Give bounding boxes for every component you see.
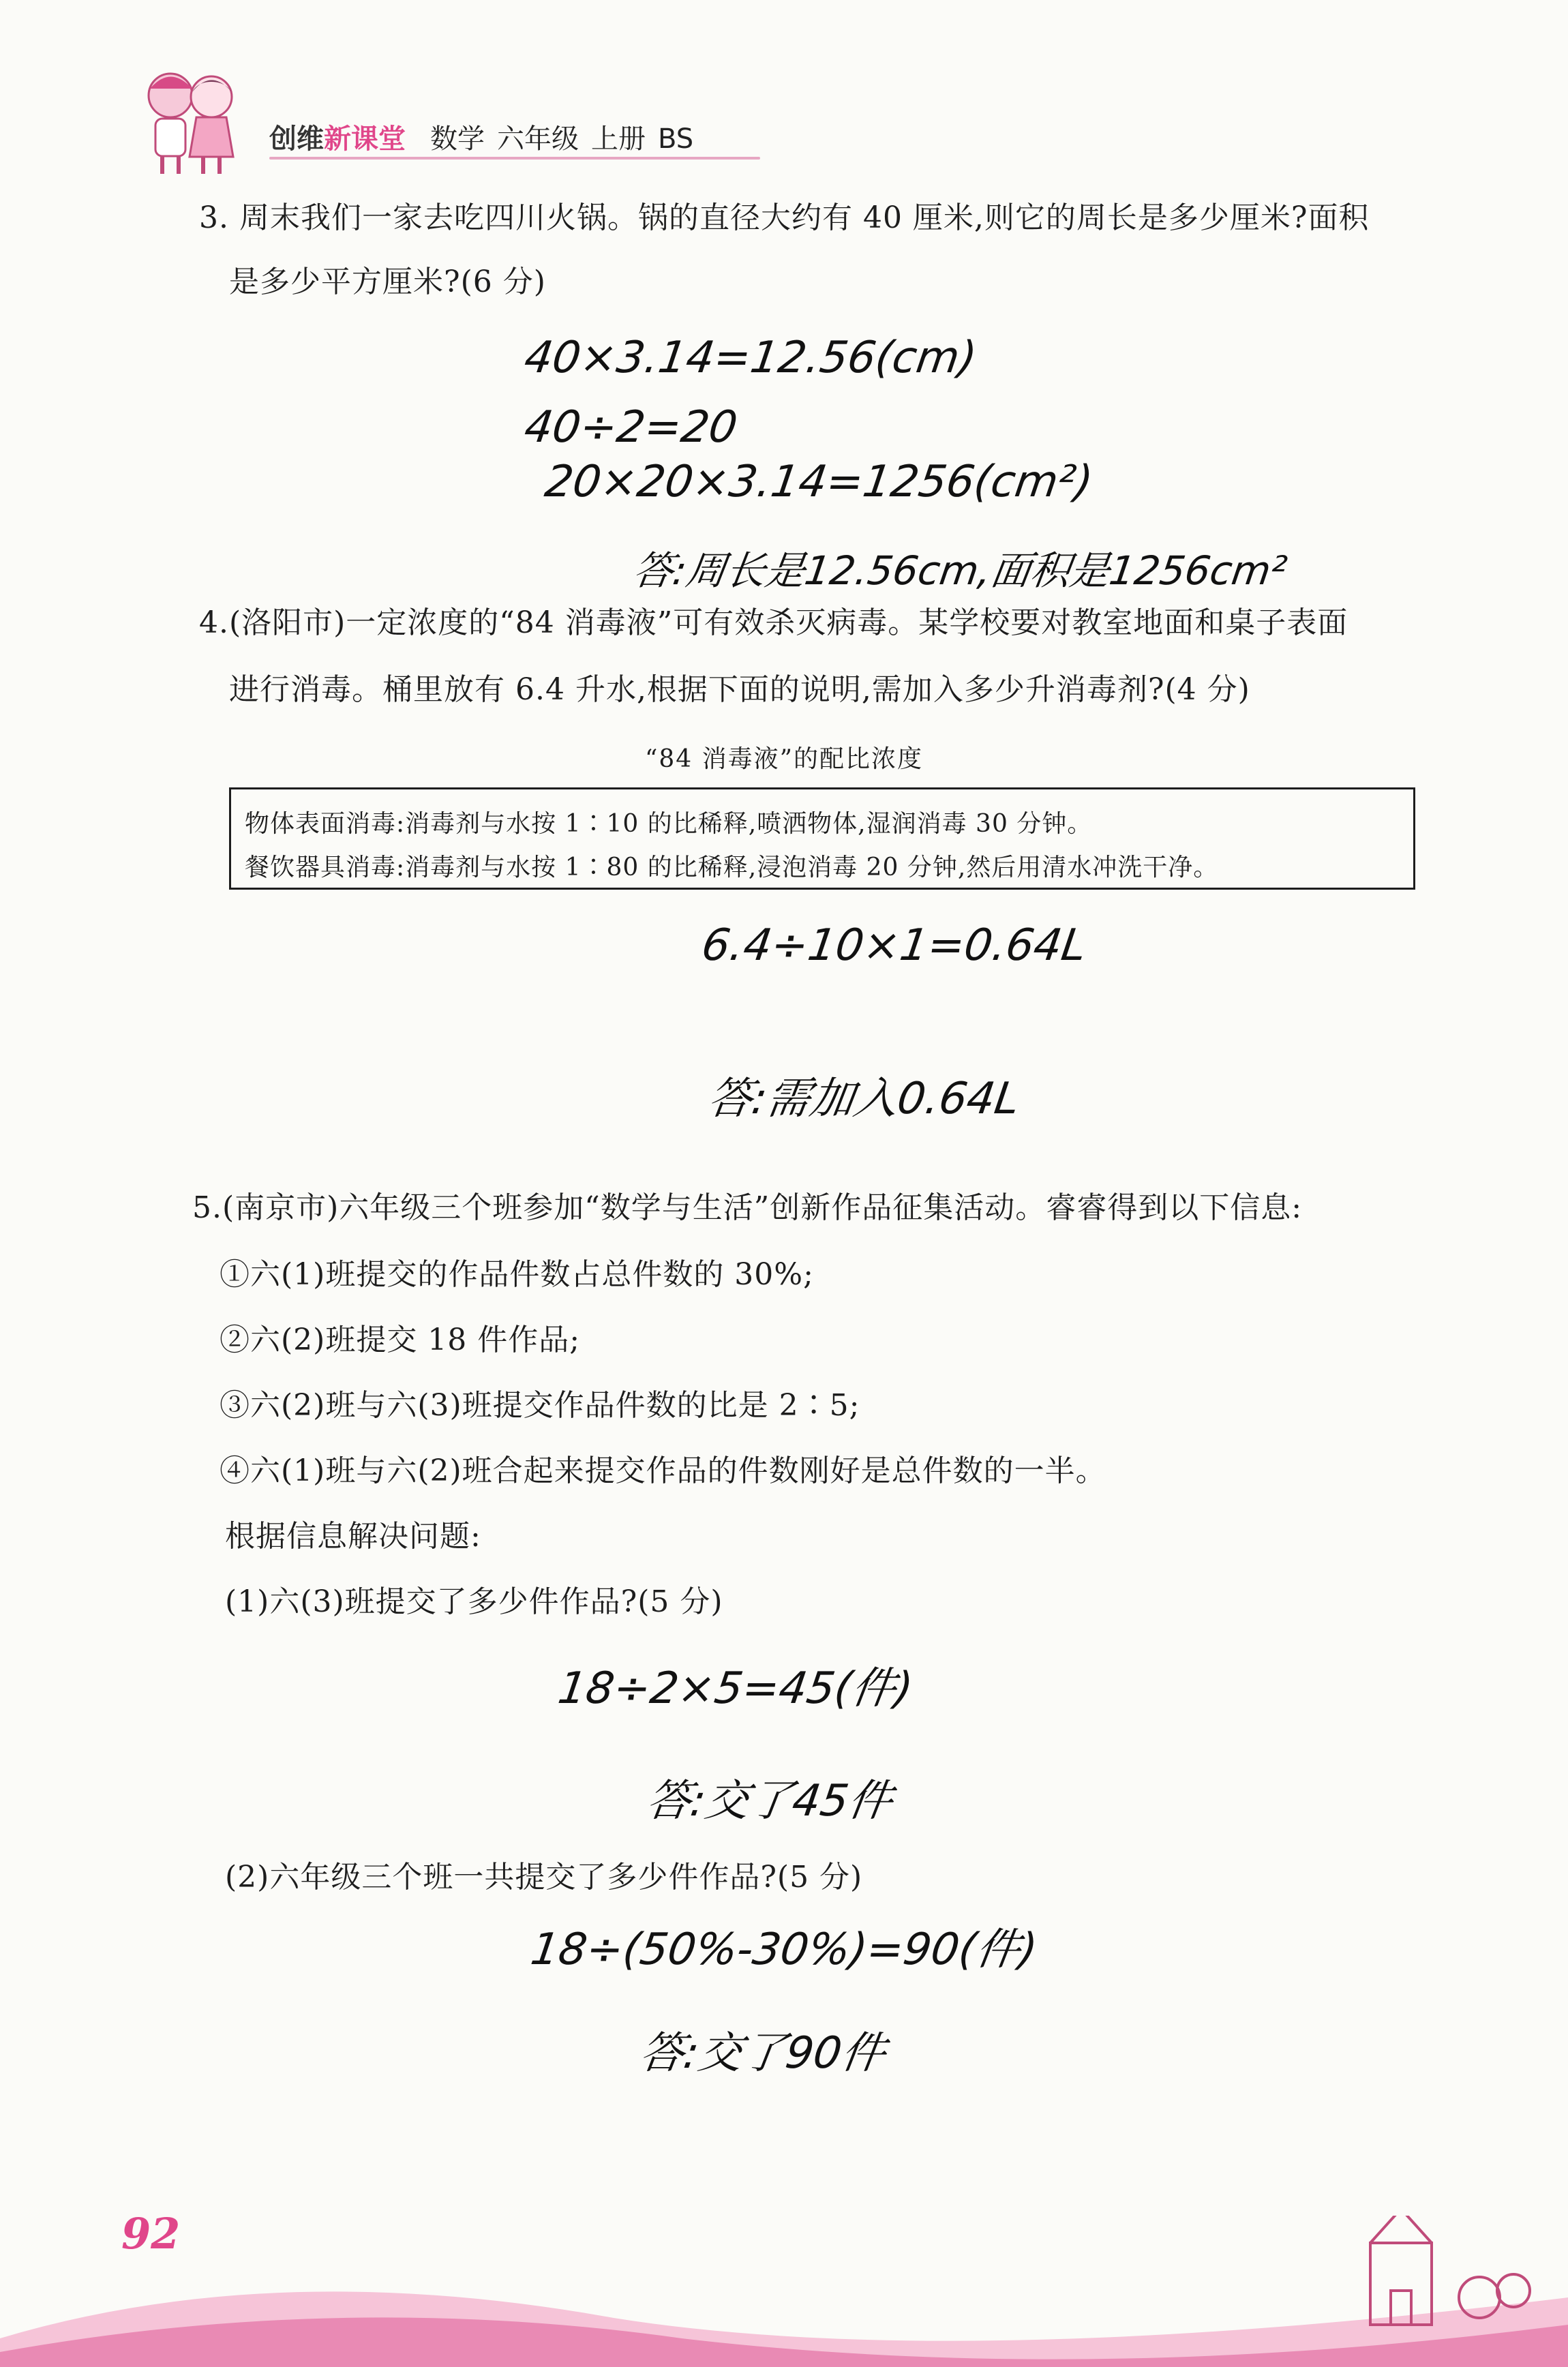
q4-handwriting-answer: 答:需加入0.64L [704,1074,1023,1124]
q5-info-3: ③六(2)班与六(3)班提交作品件数的比是 2∶5; [220,1388,860,1423]
q5-sub1-handwriting-1: 18÷2×5=45(件) [554,1663,916,1714]
table-row: 物体表面消毒:消毒剂与水按 1∶10 的比稀释,喷洒物体,湿润消毒 30 分钟。 [245,810,1093,838]
q5-info-1: ①六(1)班提交的作品件数占总件数的 30%; [220,1257,814,1292]
page-number: 92 [121,2209,181,2259]
kids-mascot-icon [130,61,252,177]
q4-handwriting-1: 6.4÷10×1=0.64L [698,920,1090,971]
q5-sub1-handwriting-answer: 答:交了45件 [643,1776,896,1826]
q3-handwriting-3: 20×20×3.14=1256(cm²) [541,457,1096,507]
brand-name-part2: 新课堂 [324,123,406,155]
subject: 数学 [430,123,485,155]
q3-handwriting-2: 40÷2=20 [521,402,741,453]
pink-wave-footer [0,2216,1568,2367]
q3-handwriting-answer: 答:周长是12.56cm,面积是1256cm² [630,547,1290,594]
grade: 六年级 [497,123,579,155]
q5-info-4: ④六(1)班与六(2)班合起来提交作品的件数刚好是总件数的一半。 [220,1453,1106,1488]
edition: BS [658,123,694,155]
table-caption: “84 消毒液”的配比浓度 [644,745,924,773]
q4-line2: 进行消毒。桶里放有 6.4 升水,根据下面的说明,需加入多少升消毒剂?(4 分) [229,672,1250,707]
q5-prompt: 根据信息解决问题: [225,1519,481,1554]
q5-sub2-handwriting-answer: 答:交了90件 [636,2028,889,2079]
q5-line1: 5.(南京市)六年级三个班参加“数学与生活”创新作品征集活动。睿睿得到以下信息: [192,1190,1303,1225]
page-header [89,41,770,177]
q3-handwriting-1: 40×3.14=12.56(cm) [521,333,980,383]
q5-info-2: ②六(2)班提交 18 件作品; [220,1323,581,1357]
brand-name-part1: 创维 [269,123,324,155]
table-row: 餐饮器具消毒:消毒剂与水按 1∶80 的比稀释,浸泡消毒 20 分钟,然后用清水冲洗干净。 [245,854,1219,881]
header-underline [269,157,760,160]
volume: 上册 [591,123,646,155]
dilution-table [229,787,1415,890]
q5-sub2-handwriting-1: 18÷(50%-30%)=90(件) [527,1925,1040,1975]
q3-line2: 是多少平方厘米?(6 分) [229,265,546,299]
header-title [269,117,706,156]
q4-line1: 4.(洛阳市)一定浓度的“84 消毒液”可有效杀灭病毒。某学校要对教室地面和桌子表面 [199,605,1348,640]
q5-sub2: (2)六年级三个班一共提交了多少件作品?(5 分) [225,1860,863,1895]
q5-sub1: (1)六(3)班提交了多少件作品?(5 分) [225,1584,723,1619]
q3-line1: 3. 周末我们一家去吃四川火锅。锅的直径大约有 40 厘米,则它的周长是多少厘米?面积 [199,200,1370,235]
